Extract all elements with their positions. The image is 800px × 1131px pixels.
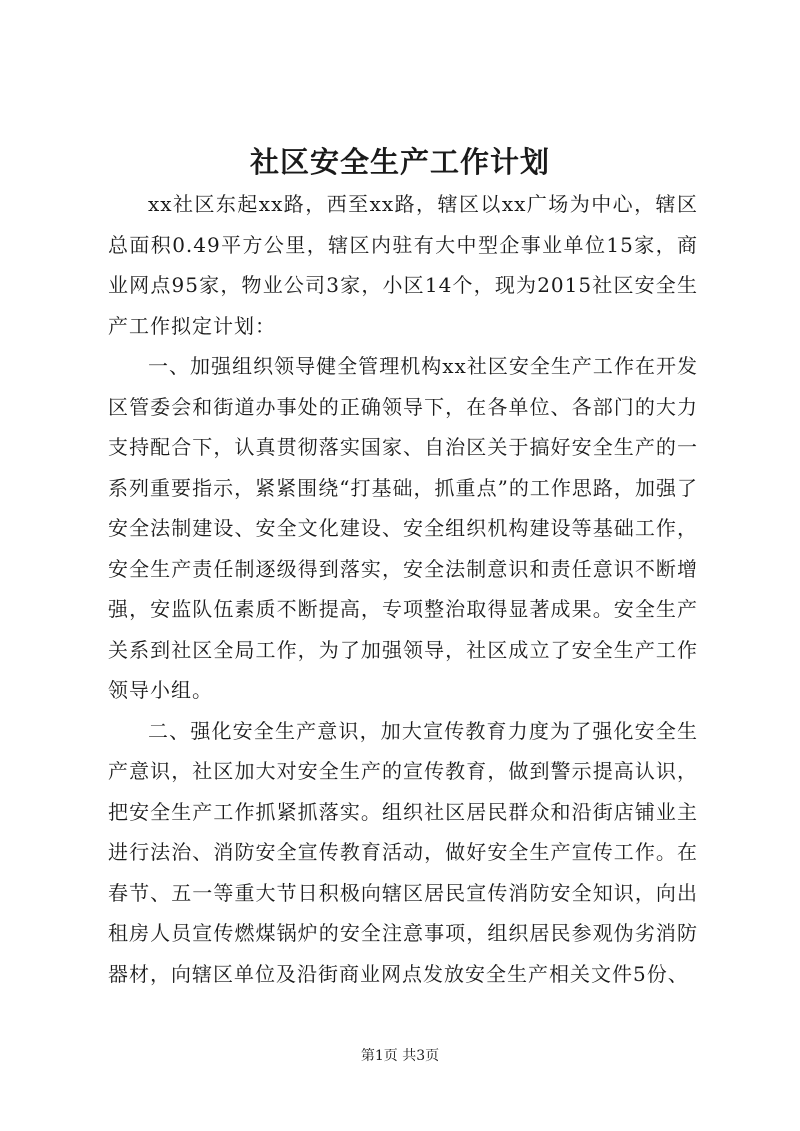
document-title: 社区安全生产工作计划 <box>249 145 550 179</box>
paragraph-section-1: 一、加强组织领导健全管理机构xx社区安全生产工作在开发区管委会和街道办事处的正确领导下，在各单位、各部门的大力支持配合下，认真贯彻落实国家、自治区关于搞好安全生产的一系列重要指示，紧紧围绕“打基础，抓重点”的工作思路，加强了安全法制建设、安全文化建设、安全组织机构建设等基础工作，安全生产责任制逐级得到落实，安全法制意识和责任意识不断增强，安监队伍素质不断提高，专项整治取得显著成果。安全生产关系到社区全局工作，为了加强领导，社区成立了安全生产工作领导小组。 <box>108 354 698 702</box>
document-body <box>108 184 698 994</box>
page-number-footer: 第1页 共3页 <box>360 1048 440 1064</box>
paragraph-section-2: 二、强化安全生产意识，加大宣传教育力度为了强化安全生产意识，社区加大对安全生产的宣传教育，做到警示提高认识，把安全生产工作抓紧抓落实。组织社区居民群众和沿街店铺业主进行法治、消防安全宣传教育活动，做好安全生产宣传工作。在春节、五一等重大节日积极向辖区居民宣传消防安全知识，向出租房人员宣传燃煤锅炉的安全注意事项，组织居民参观伪劣消防器材，向辖区单位及沿街商业网点发放安全生产相关文件5份、 <box>108 718 698 986</box>
paragraph-intro: xx社区东起xx路，西至xx路，辖区以xx广场为中心，辖区总面积0.49平方公里，辖区内驻有大中型企事业单位15家，商业网点95家，物业公司3家，小区14个，现为2015社区安全生产工作拟定计划： <box>108 192 698 338</box>
